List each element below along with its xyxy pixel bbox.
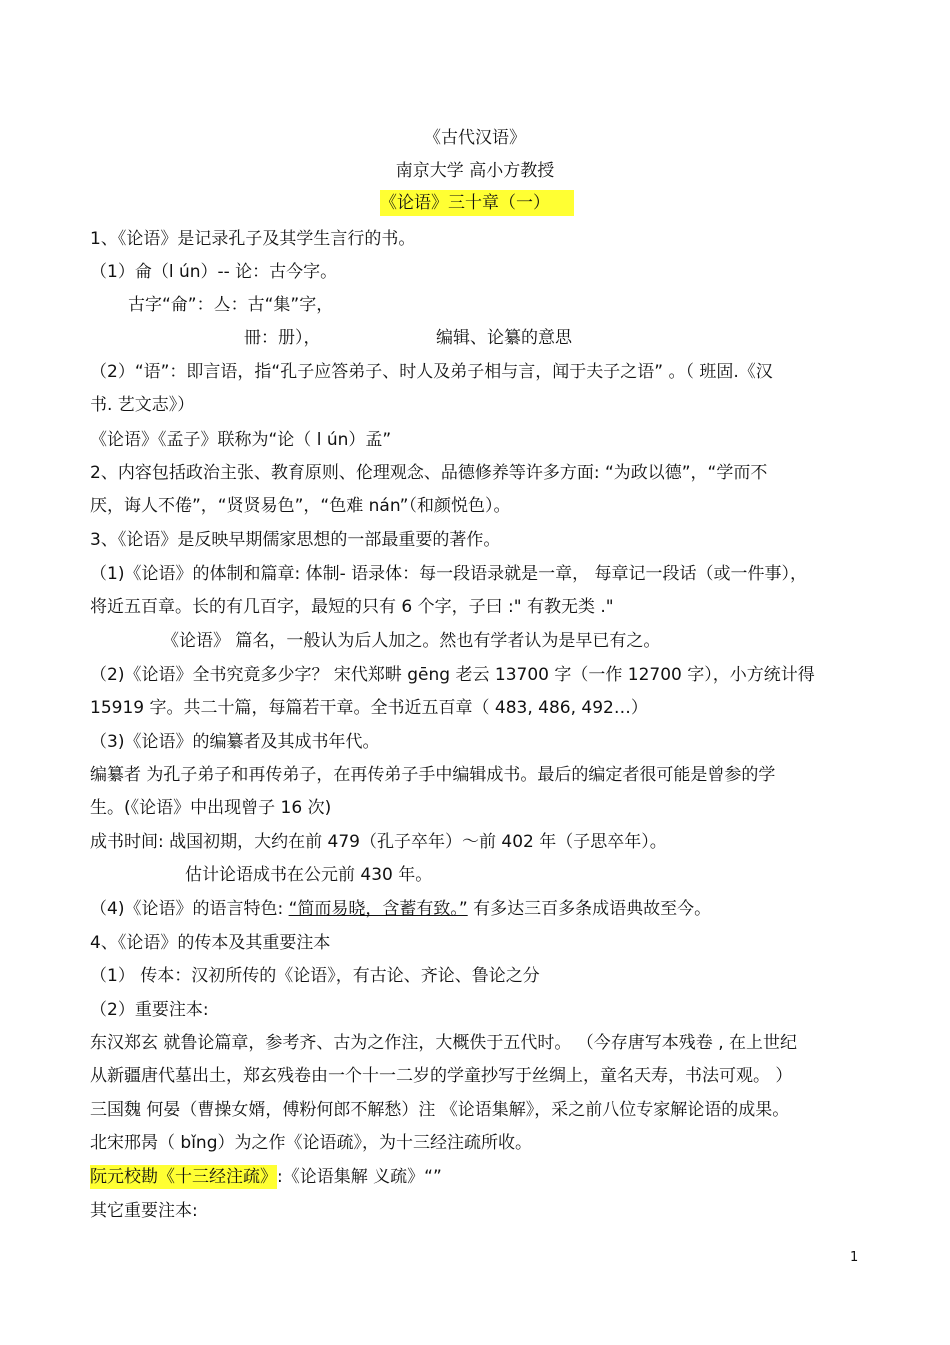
doc-title: 《古代汉语》 xyxy=(424,128,526,148)
line-13: 《论语》 篇名，一般认为后人加之。然也有学者认为是早已有之。 xyxy=(162,631,661,651)
line-3: 古字“侖”：亼：古“集”字， xyxy=(128,295,334,315)
line-5: （2）“语”：即言语，指“孔子应答弟子、时人及弟子相与言，闻于夫子之语” 。（ 班固.《汉 xyxy=(90,362,773,382)
line-2: （1）侖（l ún）-- 论：古今字。 xyxy=(90,262,338,282)
line-30: 其它重要注本: xyxy=(90,1201,198,1221)
highlighted-ruanyuan: 阮元校勘《十三经注疏》 xyxy=(90,1167,277,1187)
line-14: （2)《论语》全书究竟多少字？ 宋代郑畊 gēng 老云 13700 字（一作 12700 字），小方统计得 xyxy=(90,665,815,685)
line-22: 4、《论语》的传本及其重要注本 xyxy=(90,933,331,953)
line-1: 1、《论语》是记录孔子及其学生言行的书。 xyxy=(90,229,416,249)
line-4b: 编辑、论纂的意思 xyxy=(436,328,572,348)
line-17: 编纂者 为孔子弟子和再传弟子，在再传弟子手中编辑成书。最后的编定者很可能是曾参的学 xyxy=(90,765,776,785)
line-27: 三国魏 何晏（曹操女婿，傅粉何郎不解愁）注 《论语集解》，采之前八位专家解论语的成果。 xyxy=(90,1100,790,1120)
line-4a: 冊：册）， xyxy=(244,328,321,348)
line-24: （2）重要注本: xyxy=(90,1000,209,1020)
underlined-quote: “简而易晓，含蓄有致。” xyxy=(288,899,468,919)
line-29-tail: :《论语集解 义疏》“” xyxy=(277,1167,442,1187)
chapter-subtitle xyxy=(380,191,574,215)
line-28: 北宋邢昺（ bǐng）为之作《论语疏》，为十三经注疏所收。 xyxy=(90,1133,532,1153)
line-16: （3)《论语》的编纂者及其成书年代。 xyxy=(90,732,380,752)
line-8: 2、内容包括政治主张、教育原则、伦理观念、品德修养等许多方面: “为政以德”，“学而不 xyxy=(90,463,768,483)
line-20: 估计论语成书在公元前 430 年。 xyxy=(185,865,433,885)
line-11: （1)《论语》的体制和篇章: 体制- 语录体：每一段语录就是一章， 每章记一段话（或一件事）， xyxy=(90,564,808,584)
line-21-lead: （4)《论语》的语言特色: xyxy=(90,899,289,919)
highlighted-subtitle: 《论语》三十章（一） xyxy=(380,190,574,216)
line-6: 书. 艺文志》） xyxy=(90,395,195,415)
line-12: 将近五百章。长的有几百字，最短的只有 6 个字，子曰 :" 有教无类 ." xyxy=(90,597,614,617)
line-29 xyxy=(90,1165,442,1189)
author-line: 南京大学 高小方教授 xyxy=(395,161,555,181)
line-21-tail: 有多达三百多条成语典故至今。 xyxy=(467,899,712,919)
line-7: 《论语》《孟子》联称为“论（ l ún）孟” xyxy=(90,430,392,450)
line-18: 生。(《论语》中出现曾子 16 次) xyxy=(90,798,332,818)
line-9: 厌，诲人不倦”，“贤贤易色”，“色难 nán”（和颜悦色）。 xyxy=(90,496,511,516)
line-15: 15919 字。共二十篇，每篇若干章。全书近五百章（ 483, 486, 492…） xyxy=(90,698,648,718)
line-10: 3、《论语》是反映早期儒家思想的一部最重要的著作。 xyxy=(90,530,501,550)
line-21 xyxy=(90,897,711,921)
line-26: 从新疆唐代墓出土，郑玄残卷由一个十一二岁的学童抄写于丝绸上，童名天寿，书法可观。 ） xyxy=(90,1066,793,1086)
line-19: 成书时间: 战国初期，大约在前 479（孔子卒年）～前 402 年（子思卒年）。 xyxy=(90,832,667,852)
line-25: 东汉郑玄 就鲁论篇章，参考齐、古为之作注，大概佚于五代时。 （今存唐写本残卷 , 在上世纪 xyxy=(90,1033,798,1053)
line-23: （1） 传本：汉初所传的《论语》，有古论、齐论、鲁论之分 xyxy=(90,966,540,986)
page-number: 1 xyxy=(850,1250,859,1265)
